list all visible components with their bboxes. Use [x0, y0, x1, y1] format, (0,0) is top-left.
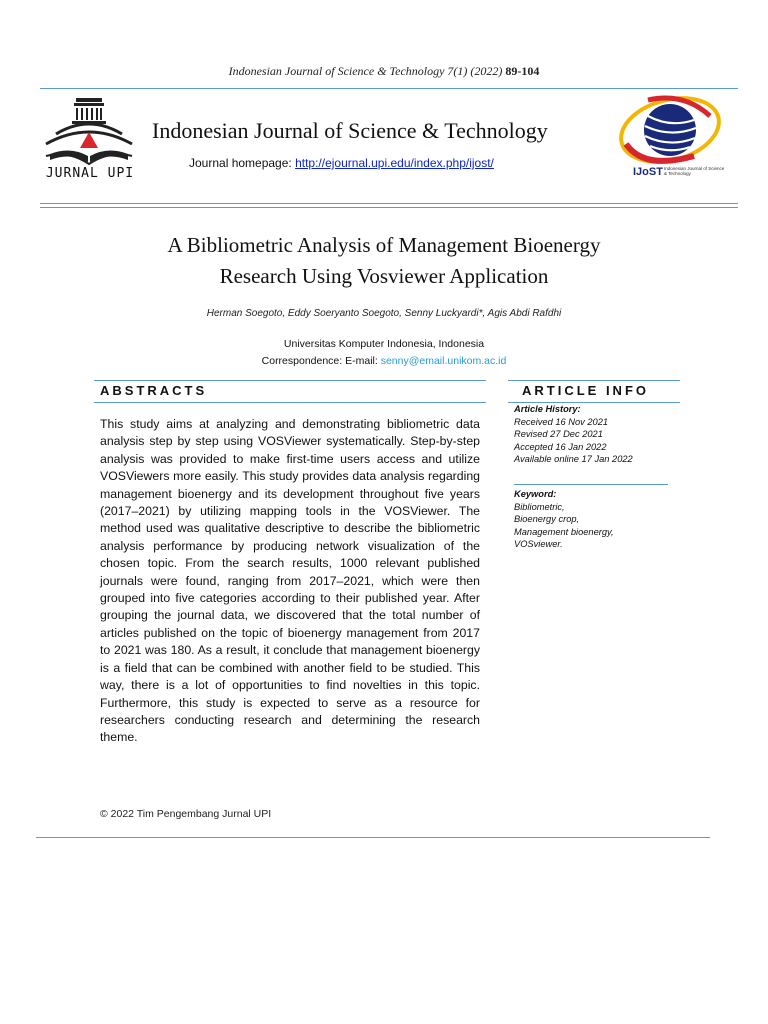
abstract-body: This study aims at analyzing and demonstrating bibliometric data analysis step by step using VOSViewer systematically. Step-by-step analysis was provided to make first-time users access and utilize VOSViewers more easily. This study provides data analysis regarding management bioenergy and its development throughout five years (2017–2021) by utilizing mapping tools in the VOSViewer. The method used was qualitative descriptive to describe the bibliometric analysis performance by producing network visualization of the chosen topic. From the search results, 1000 relevant published journals were found, ranging from 2017–2021, which were then grouped into five categories according to their published year. After grouping the journal data, we discovered that the total number of articles published on the topic of bioenergy management from 2017 to 2021 was 180. As a result, it conclude that management bioenergy is a field that can be combined with another field to be studied. This way, there is a lot of opportunities to find novelties in this topic. Furthermore, this study is expected to serve as a resource for researchers conducting research and determining the research theme.: [100, 417, 480, 745]
abstract-top-rule: [94, 380, 486, 381]
article-title-line-2: Research Using Vosviewer Application: [219, 264, 549, 288]
ijost-label: IJoST: [633, 166, 663, 178]
keyword-item: VOSviewer.: [514, 539, 563, 550]
keyword-item: Bibliometric,: [514, 501, 565, 512]
correspondence-email[interactable]: senny@email.unikom.ac.id: [380, 355, 507, 367]
citation-text: Indonesian Journal of Science & Technology 7(1) (2022): [228, 64, 506, 78]
journal-homepage: [189, 156, 494, 170]
abstract-heading: ABSTRACTS: [100, 383, 208, 398]
footer-rule: [36, 837, 710, 838]
history-accepted: Accepted 16 Jan 2022: [514, 441, 607, 452]
journal-name: Indonesian Journal of Science & Technology: [152, 118, 548, 143]
homepage-link[interactable]: http://ejournal.upi.edu/index.php/ijost/: [295, 156, 494, 170]
article-history-label: Article History:: [514, 404, 581, 414]
article-history: [514, 403, 684, 466]
jurnal-upi-label: JURNAL UPI: [45, 166, 135, 181]
citation-pages: 89-104: [505, 64, 540, 78]
abstract-bottom-rule: [94, 402, 486, 403]
header-bottom-rule-2: [40, 207, 738, 208]
keyword-item: Management bioenergy,: [514, 526, 614, 537]
author-list: Herman Soegoto, Eddy Soeryanto Soegoto, Senny Luckyardi*, Agis Abdi Rafdhi: [206, 308, 562, 319]
keywords: [514, 488, 684, 551]
history-online: Available online 17 Jan 2022: [514, 454, 633, 465]
correspondence-label: Correspondence: E-mail:: [261, 355, 381, 367]
homepage-label: Journal homepage:: [189, 156, 296, 170]
ijost-subtitle: Indonesian Journal of Science & Technology: [664, 166, 725, 176]
article-info-top-rule: [508, 380, 680, 381]
article-info-divider: [514, 484, 668, 485]
affiliation: Universitas Komputer Indonesia, Indonesia: [283, 338, 485, 350]
header-bottom-rule-1: [40, 203, 738, 204]
history-received: Received 16 Nov 2021: [514, 416, 609, 427]
header-top-rule: [40, 88, 738, 89]
article-info-heading: ARTICLE INFO: [522, 383, 649, 398]
article-title: [84, 230, 684, 292]
correspondence: [0, 355, 768, 367]
running-citation: [0, 64, 768, 79]
keyword-label: Keyword:: [514, 489, 557, 499]
history-revised: Revised 27 Dec 2021: [514, 429, 603, 440]
keyword-item: Bioenergy crop,: [514, 514, 580, 525]
copyright: © 2022 Tim Pengembang Jurnal UPI: [100, 808, 272, 820]
article-title-line-1: A Bibliometric Analysis of Management Bioenergy: [167, 233, 601, 257]
